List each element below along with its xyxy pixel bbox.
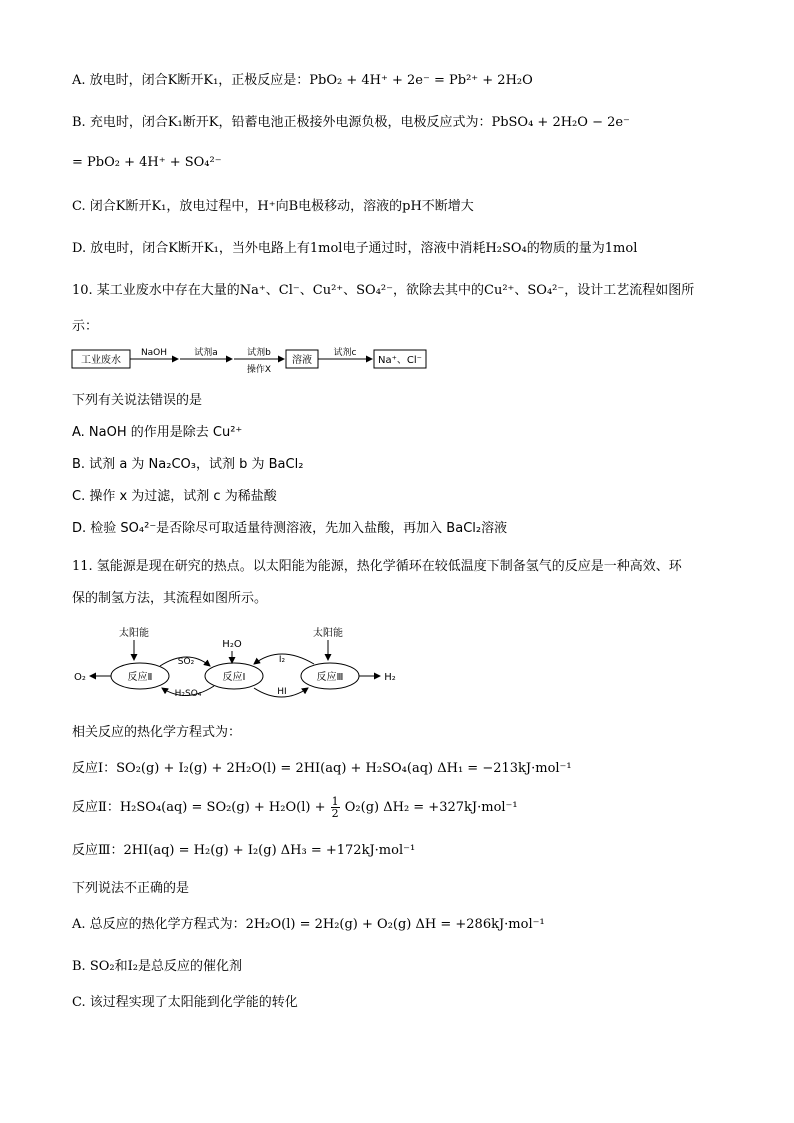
- hi-label: HI: [277, 687, 287, 697]
- q10-option-c: C. 操作 x 为过滤，试剂 c 为稀盐酸: [72, 489, 277, 504]
- q11-intro: 相关反应的热化学方程式为：: [72, 725, 242, 740]
- reaction-1-label: 反应Ⅰ: [222, 672, 246, 683]
- q10-option-a: A. NaOH 的作用是除去 Cu²⁺: [72, 425, 243, 440]
- flow-arrow-1-label: NaOH: [140, 348, 168, 358]
- q10-option-d: D. 检验 SO₄²⁻是否除尽可取适量待测溶液，先加入盐酸，再加入 BaCl₂溶液: [72, 521, 508, 536]
- h2so4-label: H₂SO₄: [174, 689, 202, 699]
- q10-stem-line1: 10. 某工业废水中存在大量的Na⁺、Cl⁻、Cu²⁺、SO₄²⁻，欲除去其中的Cu²⁺、SO₄²⁻，设计工艺流程如图所: [72, 283, 695, 298]
- water-label: H₂O: [222, 639, 242, 650]
- reaction-3-label: 反应Ⅲ: [316, 672, 344, 683]
- h2-label: H₂: [384, 672, 396, 683]
- q11-stem-line2: 保的制氢方法，其流程如图所示。: [72, 591, 268, 606]
- q11-cycle-diagram: [68, 620, 408, 708]
- flow-arrow-3-top-label: 试剂b: [247, 348, 271, 358]
- flow-box-wastewater-label: 工业废水: [81, 355, 121, 366]
- q9-option-b-line2: = PbO₂ + 4H⁺ + SO₄²⁻: [72, 155, 222, 170]
- q9-option-a: A. 放电时，闭合K断开K₁，正极反应是：PbO₂ + 4H⁺ + 2e⁻ = Pb²⁺ + 2H₂O: [72, 73, 533, 88]
- q9-option-c: C. 闭合K断开K₁，放电过程中，H⁺向B电极移动，溶液的pH不断增大: [72, 199, 474, 214]
- q10-stem-line2: 示：: [72, 319, 99, 334]
- fraction-numerator: 1: [331, 795, 339, 808]
- q11-question: 下列说法不正确的是: [72, 881, 190, 896]
- q11-stem-line1: 11. 氢能源是现在研究的热点。以太阳能为能源，热化学循环在较低温度下制备氢气的反应是一种高效、环: [72, 559, 682, 574]
- q9-option-d: D. 放电时，闭合K断开K₁，当外电路上有1mol电子通过时，溶液中消耗H₂SO₄的物质的量为1mol: [72, 241, 638, 256]
- q10-question: 下列有关说法错误的是: [72, 393, 203, 408]
- q10-option-b: B. 试剂 a 为 Na₂CO₃，试剂 b 为 BaCl₂: [72, 457, 304, 472]
- o2-label: O₂: [74, 672, 86, 683]
- reaction-2-label: 反应Ⅱ: [127, 672, 153, 683]
- sun-left-label: 太阳能: [119, 628, 149, 639]
- q11-equation-2-right: O₂(g) ΔH₂ = +327kJ·mol⁻¹: [344, 800, 518, 815]
- flow-arrow-2-label: 试剂a: [194, 348, 218, 358]
- sun-right-label: 太阳能: [313, 628, 343, 639]
- q11-option-a: A. 总反应的热化学方程式为：2H₂O(l) = 2H₂(g) + O₂(g) ΔH = +286kJ·mol⁻¹: [72, 917, 545, 932]
- q11-option-b: B. SO₂和I₂是总反应的催化剂: [72, 959, 242, 974]
- flow-arrow-3-bottom-label: 操作X: [246, 365, 272, 375]
- half-fraction: [331, 796, 340, 819]
- q11-option-c: C. 该过程实现了太阳能到化学能的转化: [72, 995, 298, 1010]
- q10-flow-diagram: [70, 342, 440, 382]
- q11-equation-3: 反应Ⅲ：2HI(aq) = H₂(g) + I₂(g) ΔH₃ = +172kJ·mol⁻¹: [72, 843, 416, 858]
- q11-equation-2-left: 反应Ⅱ：H₂SO₄(aq) = SO₂(g) + H₂O(l) +: [72, 800, 326, 815]
- so2-label: SO₂: [177, 657, 195, 667]
- flow-box-ions-label: Na⁺、Cl⁻: [378, 355, 422, 366]
- fraction-denominator: 2: [331, 807, 339, 820]
- flow-box-solution-label: 溶液: [292, 355, 312, 366]
- q11-equation-2: [72, 796, 518, 820]
- flow-arrow-4-label: 试剂c: [333, 348, 357, 358]
- q9-option-b-line1: B. 充电时，闭合K₁断开K，铅蓄电池正极接外电源负极，电极反应式为：PbSO₄ + 2H₂O − 2e⁻: [72, 115, 630, 130]
- i2-label: I₂: [278, 655, 286, 665]
- q11-equation-1: 反应Ⅰ：SO₂(g) + I₂(g) + 2H₂O(l) = 2HI(aq) + H₂SO₄(aq) ΔH₁ = −213kJ·mol⁻¹: [72, 761, 572, 776]
